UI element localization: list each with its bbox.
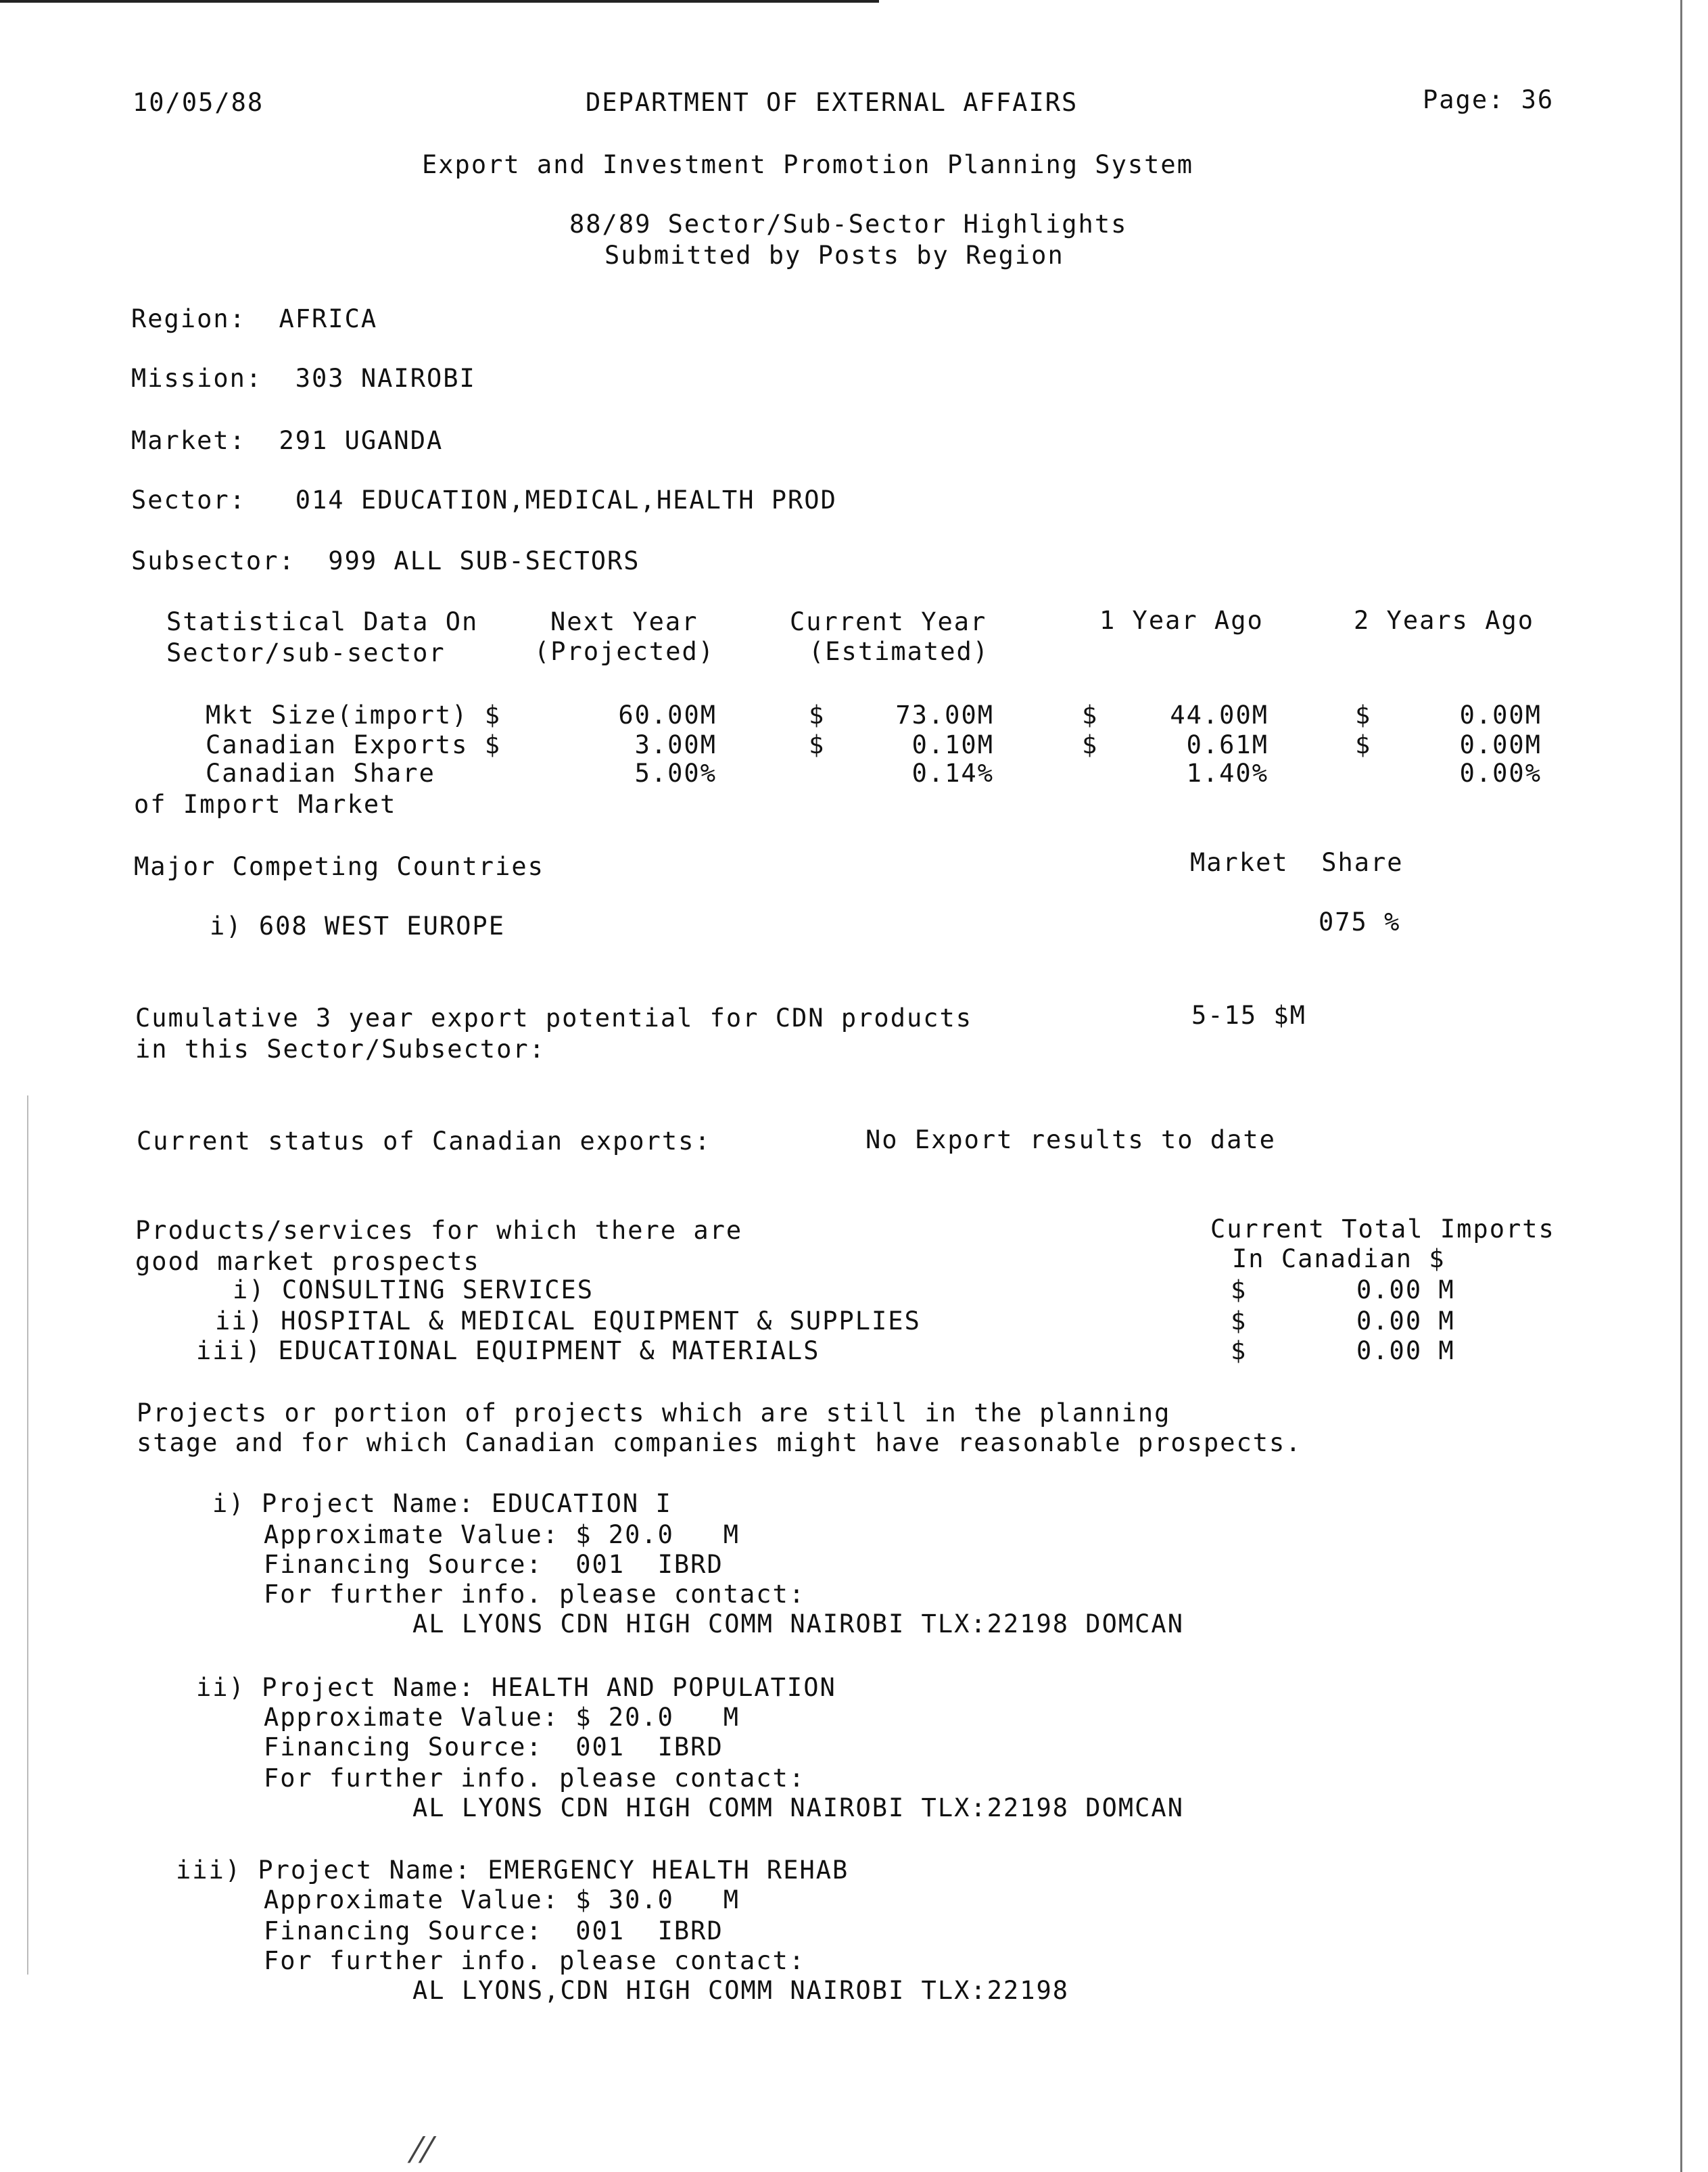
project-value: Approximate Value: $ 30.0 M (264, 1885, 740, 1914)
mission-line: Mission: 303 NAIROBI (131, 364, 476, 393)
scan-edge-left (27, 1095, 28, 1975)
prospect-item: i) CONSULTING SERVICES (233, 1275, 594, 1304)
project-value: Approximate Value: $ 20.0 M (264, 1520, 740, 1549)
region-line: Region: AFRICA (131, 304, 378, 333)
projects-intro-line1: Projects or portion of projects which are still in the planning (137, 1398, 1171, 1427)
col-next-year-sub: (Projected) (534, 637, 715, 666)
competitor-share: 075 % (1319, 907, 1401, 937)
competitors-heading: Major Competing Countries (134, 852, 544, 881)
prospect-import-value: 0.00 M (1356, 1306, 1455, 1336)
stats-label-line2: Sector/sub-sector (166, 638, 446, 667)
prospect-import-value: 0.00 M (1356, 1336, 1455, 1365)
project-contact: AL LYONS,CDN HIGH COMM NAIROBI TLX:22198 (412, 1976, 1070, 2005)
project-name: ii) Project Name: HEALTH AND POPULATION (196, 1673, 836, 1702)
cell-value: 60.00M (618, 701, 717, 730)
market-share-heading: Market Share (1190, 848, 1404, 877)
status-value: No Export results to date (865, 1125, 1276, 1154)
project-name: i) Project Name: EDUCATION I (212, 1489, 672, 1518)
col-next-year: Next Year (550, 607, 698, 636)
market-line: Market: 291 UGANDA (131, 426, 444, 455)
project-value: Approximate Value: $ 20.0 M (264, 1703, 740, 1732)
col-current-year: Current Year (790, 607, 987, 636)
stats-label-line1: Statistical Data On (166, 607, 479, 636)
dollar-sign: $ (1355, 730, 1372, 759)
project-contact-label: For further info. please contact: (264, 1764, 806, 1793)
dollar-sign: $ (1231, 1336, 1248, 1365)
cell-value: 0.00M (1459, 701, 1542, 730)
project-financing: Financing Source: 001 IBRD (264, 1732, 723, 1762)
dollar-sign: $ (1355, 701, 1372, 730)
cell-value: 0.61M (1186, 730, 1268, 759)
prospect-item: ii) HOSPITAL & MEDICAL EQUIPMENT & SUPPLIES (215, 1306, 921, 1336)
col-two-years-ago: 2 Years Ago (1354, 606, 1535, 635)
prospect-import-value: 0.00 M (1356, 1275, 1455, 1304)
row-label: Mkt Size(import) $ (206, 701, 501, 730)
project-contact: AL LYONS CDN HIGH COMM NAIROBI TLX:22198 DOMCAN (412, 1609, 1184, 1638)
project-financing: Financing Source: 001 IBRD (264, 1550, 723, 1579)
potential-value: 5-15 $M (1191, 1001, 1306, 1030)
project-contact-label: For further info. please contact: (264, 1580, 806, 1609)
sector-line: Sector: 014 EDUCATION,MEDICAL,HEALTH PROD (131, 486, 837, 515)
col-current-year-sub: (Estimated) (809, 637, 990, 666)
prospects-line1: Products/services for which there are (135, 1216, 743, 1245)
prospect-item: iii) EDUCATIONAL EQUIPMENT & MATERIALS (196, 1336, 820, 1365)
system-title: Export and Investment Promotion Planning System (422, 150, 1193, 179)
report-title: 88/89 Sector/Sub-Sector Highlights (569, 210, 1128, 239)
cell-value: 3.00M (634, 730, 717, 759)
dollar-sign: $ (1231, 1306, 1248, 1336)
dollar-sign: $ (809, 701, 826, 730)
row-label: Canadian Share (206, 759, 435, 788)
project-contact: AL LYONS CDN HIGH COMM NAIROBI TLX:22198 DOMCAN (412, 1793, 1184, 1822)
projects-intro-line2: stage and for which Canadian companies might have reasonable prospects. (137, 1428, 1302, 1457)
subsector-line: Subsector: 999 ALL SUB-SECTORS (131, 546, 640, 575)
competitor-item: i) 608 WEST EUROPE (210, 912, 505, 941)
cell-value: 0.00% (1459, 759, 1542, 788)
department-name: DEPARTMENT OF EXTERNAL AFFAIRS (586, 88, 1078, 117)
row-label-continued: of Import Market (134, 790, 397, 819)
cell-value: 73.00M (895, 701, 994, 730)
handwritten-mark: // (406, 2130, 438, 2168)
dollar-sign: $ (1082, 730, 1099, 759)
dollar-sign: $ (809, 730, 826, 759)
cell-value: 44.00M (1170, 701, 1268, 730)
imports-heading2: In Canadian $ (1232, 1244, 1446, 1273)
report-date: 10/05/88 (133, 88, 264, 117)
project-contact-label: For further info. please contact: (264, 1946, 806, 1975)
potential-line2: in this Sector/Subsector: (135, 1035, 546, 1064)
report-subtitle: Submitted by Posts by Region (604, 241, 1064, 270)
prospects-line2: good market prospects (135, 1247, 480, 1276)
imports-heading1: Current Total Imports (1210, 1214, 1555, 1244)
col-one-year-ago: 1 Year Ago (1099, 606, 1264, 635)
potential-line1: Cumulative 3 year export potential for CDN products (135, 1004, 973, 1033)
status-label: Current status of Canadian exports: (137, 1127, 711, 1156)
page-number: Page: 36 (1423, 85, 1555, 114)
cell-value: 1.40% (1186, 759, 1268, 788)
dollar-sign: $ (1082, 701, 1099, 730)
project-name: iii) Project Name: EMERGENCY HEALTH REHAB (176, 1856, 849, 1885)
cell-value: 0.10M (911, 730, 994, 759)
scan-edge-top (0, 0, 879, 3)
project-financing: Financing Source: 001 IBRD (264, 1916, 723, 1945)
cell-value: 5.00% (634, 759, 717, 788)
dollar-sign: $ (1231, 1275, 1248, 1304)
scan-edge-right (1680, 0, 1682, 2172)
cell-value: 0.00M (1459, 730, 1542, 759)
cell-value: 0.14% (911, 759, 994, 788)
row-label: Canadian Exports $ (206, 730, 501, 759)
